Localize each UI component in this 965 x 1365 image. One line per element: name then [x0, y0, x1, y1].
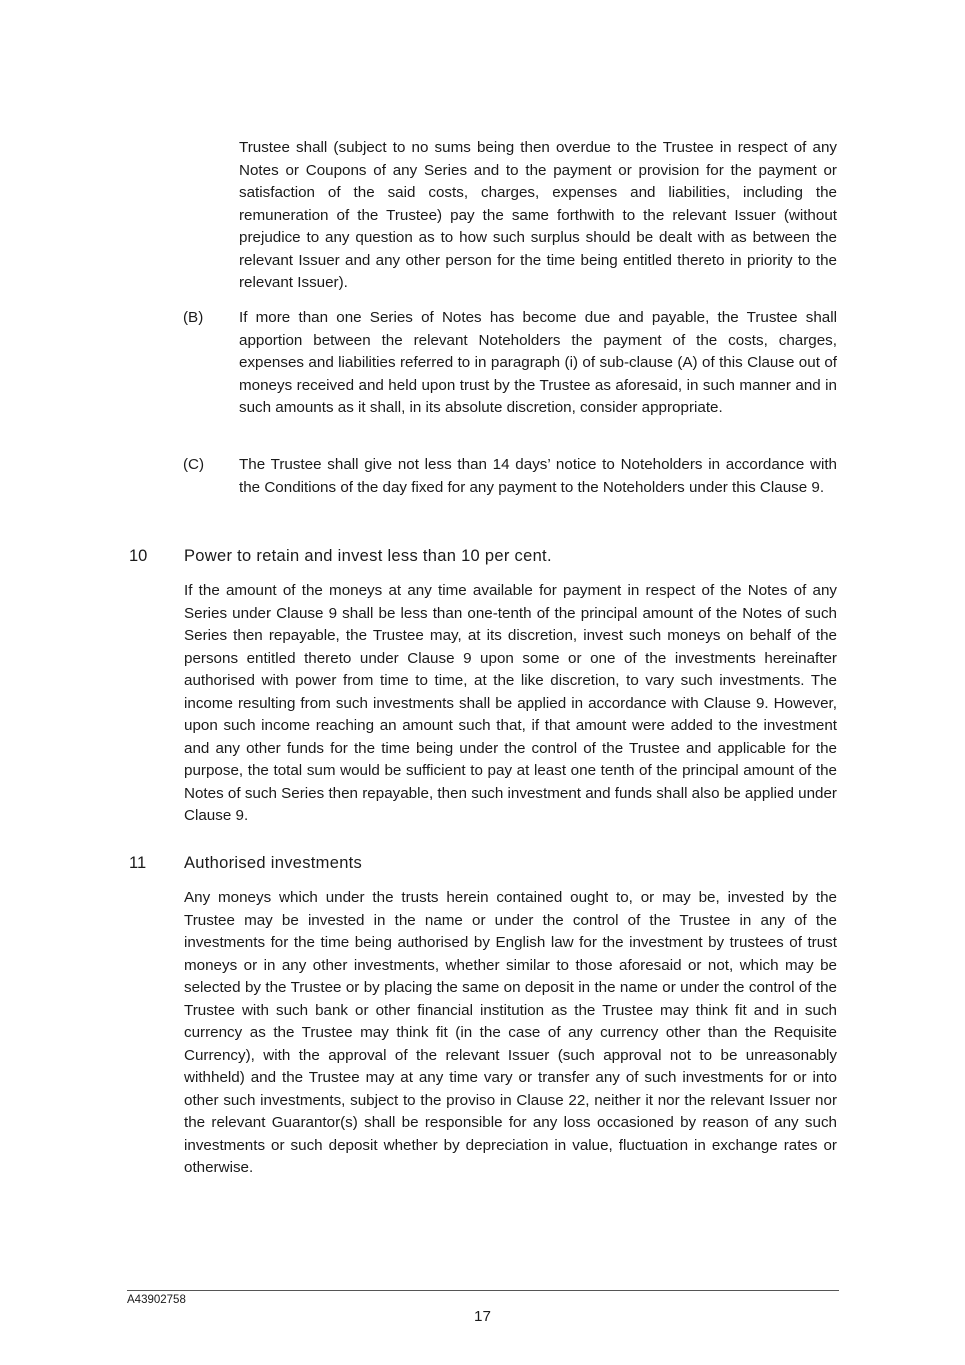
footer-divider — [127, 1290, 839, 1291]
carryover-paragraph: Trustee shall (subject to no sums being then overdue to the Trustee in respect of any Notes or Coupons of any Series and to the payment or provision for the payment or satisfaction of the said costs, charges, expenses and liabilities, including the remuneration of the Trustee) pay the same forthwith to the relevant Issuer (without prejudice to any question as to how such surplus should be dealt with as between the relevant Issuer and any other person for the time being entitled thereto in priority to the relevant Issuer). — [239, 139, 837, 291]
subclause-c-text: The Trustee shall give not less than 14 days’ notice to Noteholders in accordance with the Conditions of the day fixed for any payment to the Noteholders under this Clause 9. — [239, 456, 837, 496]
subclause-b-label: (B) — [183, 309, 204, 326]
subclause-b-text: If more than one Series of Notes has become due and payable, the Trustee shall apportion between the relevant Noteholders the payment of the costs, charges, expenses and liabilities referred to in paragraph (i) of sub-clause (A) of this Clause out of moneys received and held upon trust by the Trustee as aforesaid, in such manner and in such amounts as it shall, in its absolute discretion, consider appropriate. — [239, 309, 837, 416]
document-reference: A43902758 — [127, 1294, 186, 1306]
clause-11-number: 11 — [129, 854, 147, 872]
clause-11-title: Authorised investments — [184, 854, 363, 872]
clause-10-number: 10 — [129, 547, 148, 565]
clause-10-title: Power to retain and invest less than 10 per cent. — [184, 547, 552, 565]
clause-11-body: Any moneys which under the trusts herein contained ought to, or may be, invested by the Trustee may be invested in the name or under the control of the Trustee in any of the investments for the time being authorised by English law for the investment by trustees of trust moneys or in any other investments, whether similar to those aforesaid or not, which may be selected by the Trustee or by placing the same on deposit in the name or under the control of the Trustee with such bank or other financial institution as the Trustee may think fit and in such currency as the Trustee may think fit (in the case of any currency other than the Requisite Currency), with the approval of the relevant Issuer (such approval not to be unreasonably withheld) and the Trustee may at any time vary or transfer any of such investments for or into other such investments, subject to the proviso in Clause 22, neither it nor the relevant Issuer nor the relevant Guarantor(s) shall be responsible for any loss occasioned by reason of any such investments or such deposit whether by depreciation in value, fluctuation in exchange rates or otherwise. — [184, 889, 837, 1176]
clause-10-body: If the amount of the moneys at any time available for payment in respect of the Notes of any Series under Clause 9 shall be less than one-tenth of the principal amount of the Notes of such Series then repayable, the Trustee may, at its discretion, invest such moneys on behalf of the persons entitled thereto under Clause 9 upon some or one of the investments hereinafter authorised with power from time to time, at the like discretion, to vary such investments. The income resulting from such investments shall be applied in accordance with Clause 9. However, upon such income reaching an amount such that, if that amount were added to the investment and any other funds for the time being under the control of the Trustee and applicable for the purpose, the total sum would be sufficient to pay at least one tenth of the principal amount of the Notes of such Series then repayable, then such investment and funds shall also be applied under Clause 9. — [184, 582, 837, 824]
subclause-c-label: (C) — [183, 456, 205, 473]
page-number: 17 — [474, 1308, 491, 1325]
